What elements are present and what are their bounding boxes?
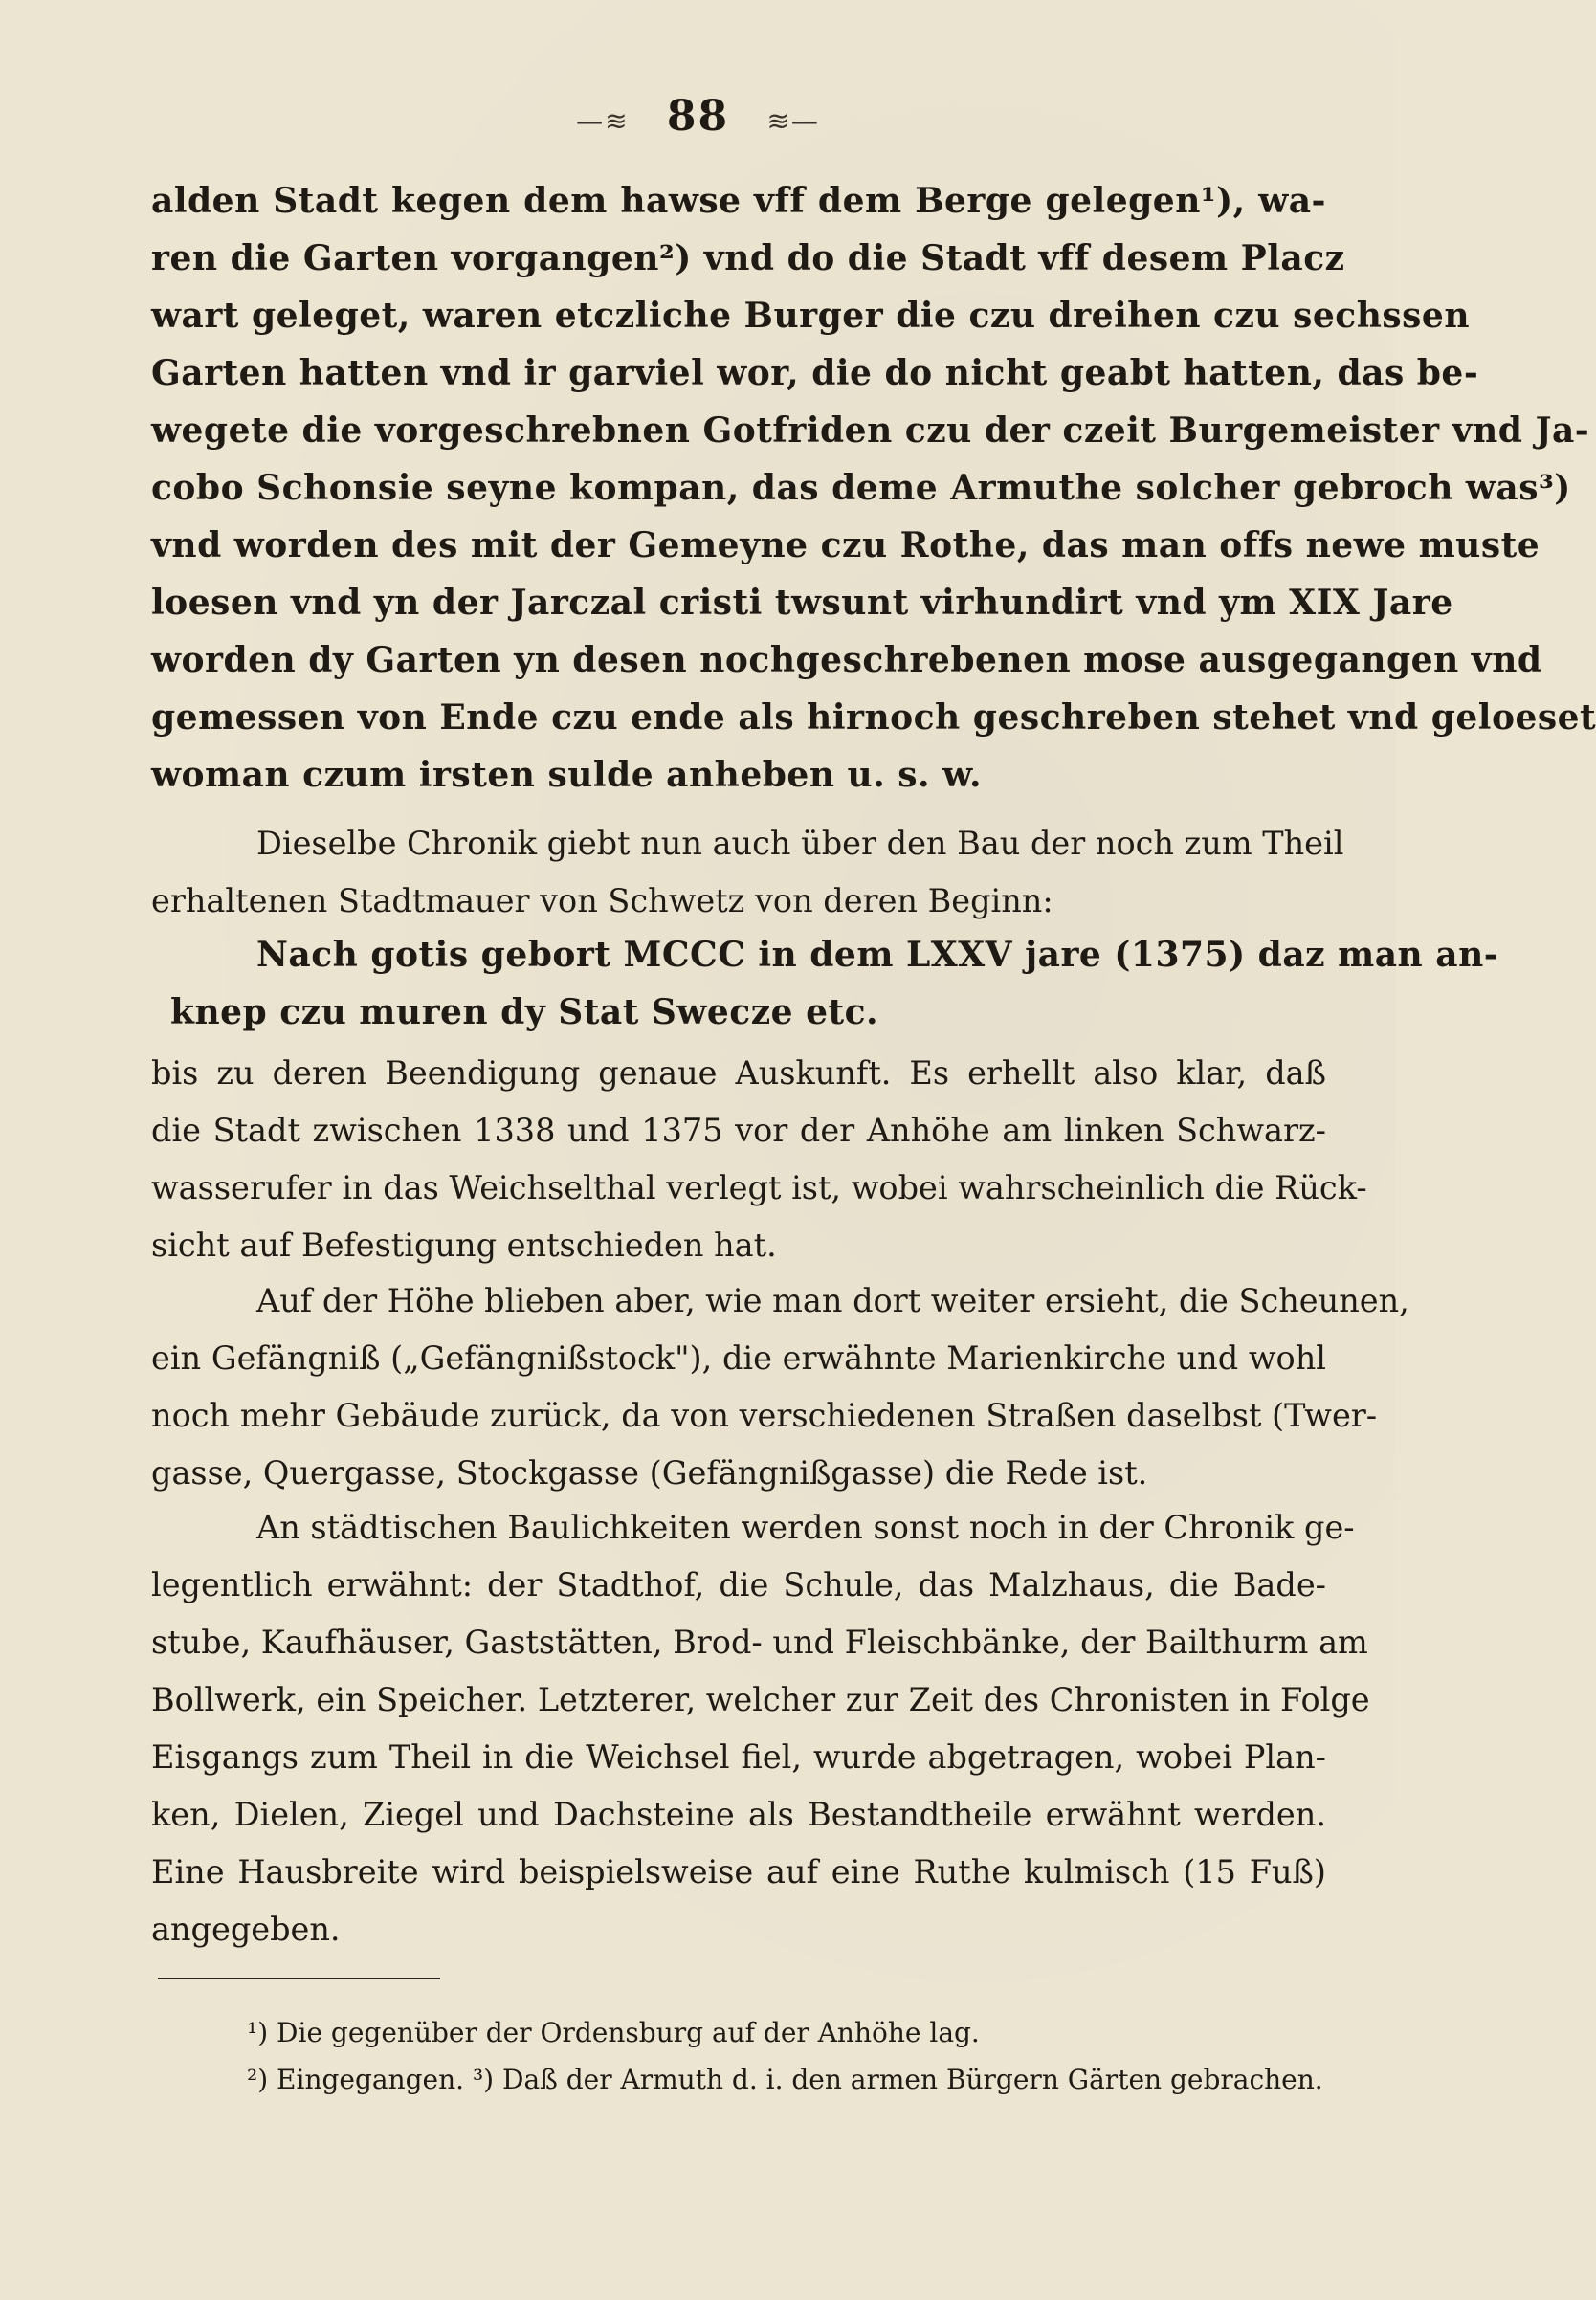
text-line: woman czum irsten sulde anheben u. s. w. xyxy=(151,755,983,795)
footnote-divider xyxy=(158,1978,440,1979)
paragraph-1 xyxy=(151,815,1344,930)
text-line: erhaltenen Stadtmauer von Schwetz von deren Beginn: xyxy=(151,882,1053,919)
text-line: ken, Dielen, Ziegel und Dachsteine als Bestandtheile erwähnt werden. xyxy=(151,1796,1326,1833)
text-line: Eine Hausbreite wird beispielsweise auf eine Ruthe kulmisch (15 Fuß) xyxy=(151,1853,1326,1891)
text-line: stube, Kaufhäuser, Gaststätten, Brod- und Fleischbänke, der Bailthurm am xyxy=(151,1624,1368,1661)
text-line: knep czu muren dy Stat Swecze etc. xyxy=(170,992,879,1032)
text-line: gemessen von Ende czu ende als hirnoch geschreben stehet vnd geloeset xyxy=(151,697,1596,738)
text-line: wasserufer in das Weichselthal verlegt ist, wobei wahrscheinlich die Rück- xyxy=(151,1169,1367,1206)
text-line: Nach gotis gebort MCCC in dem LXXV jare (1375) daz man an- xyxy=(256,935,1499,975)
paragraph-2 xyxy=(151,1045,1367,1274)
paragraph-4 xyxy=(151,1499,1370,1958)
text-line: die Stadt zwischen 1338 und 1375 vor der Anhöhe am linken Schwarz- xyxy=(151,1112,1326,1149)
text-line: sicht auf Befestigung entschieden hat. xyxy=(151,1227,777,1264)
text-line: worden dy Garten yn desen nochgeschrebenen mose ausgegangen vnd xyxy=(151,640,1542,680)
text-line: noch mehr Gebäude zurück, da von verschiedenen Straßen daselbst (Twer- xyxy=(151,1397,1378,1434)
chronicle-quote-1 xyxy=(151,172,1596,804)
text-line: Garten hatten vnd ir garviel wor, die do nicht geabt hatten, das be- xyxy=(151,353,1479,393)
text-line: Bollwerk, ein Speicher. Letzterer, welcher zur Zeit des Chronisten in Folge xyxy=(151,1681,1370,1718)
text-line: vnd worden des mit der Gemeyne czu Rothe, das man offs newe muste xyxy=(151,525,1541,565)
text-line: legentlich erwähnt: der Stadthof, die Schule, das Malzhaus, die Bade- xyxy=(151,1566,1326,1603)
page-number: 88 xyxy=(666,92,730,141)
text-line: ein Gefängniß („Gefängnißstock"), die erwähnte Marienkirche und wohl xyxy=(151,1339,1326,1377)
page-header xyxy=(0,92,1396,141)
text-line: Dieselbe Chronik giebt nun auch über den Bau der noch zum Theil xyxy=(256,825,1344,862)
ornament-right: ≋— xyxy=(766,105,820,137)
text-line: cobo Schonsie seyne kompan, das deme Armuthe solcher gebroch was³) xyxy=(151,468,1571,508)
ornament-left: —≋ xyxy=(576,105,630,137)
text-line: wegete die vorgeschrebnen Gotfriden czu der czeit Burgemeister vnd Ja- xyxy=(151,410,1590,451)
footnote-1: ¹) Die gegenüber der Ordensburg auf der Anhöhe lag. xyxy=(247,2017,980,2048)
chronicle-quote-2 xyxy=(151,926,1499,1041)
text-line: alden Stadt kegen dem hawse vff dem Berge gelegen¹), wa- xyxy=(151,181,1326,221)
text-line: Auf der Höhe blieben aber, wie man dort weiter ersieht, die Scheunen, xyxy=(256,1282,1409,1319)
text-line: gasse, Quergasse, Stockgasse (Gefängnißgasse) die Rede ist. xyxy=(151,1454,1148,1492)
footnote-2-3: ²) Eingegangen. ³) Daß der Armuth d. i. den armen Bürgern Gärten gebrachen. xyxy=(247,2064,1323,2095)
text-line: ren die Garten vorgangen²) vnd do die Stadt vff desem Placz xyxy=(151,238,1345,278)
text-line: wart geleget, waren etczliche Burger die czu dreihen czu sechssen xyxy=(151,296,1470,336)
text-line: bis zu deren Beendigung genaue Auskunft. Es erhellt also klar, daß xyxy=(151,1054,1326,1092)
text-line: loesen vnd yn der Jarczal cristi twsunt virhundirt vnd ym XIX Jare xyxy=(151,583,1453,623)
paragraph-3 xyxy=(151,1272,1409,1502)
text-line: Eisgangs zum Theil in die Weichsel fiel, wurde abgetragen, wobei Plan- xyxy=(151,1738,1326,1776)
text-line: angegeben. xyxy=(151,1911,341,1948)
text-line: An städtischen Baulichkeiten werden sonst noch in der Chronik ge- xyxy=(256,1509,1355,1546)
